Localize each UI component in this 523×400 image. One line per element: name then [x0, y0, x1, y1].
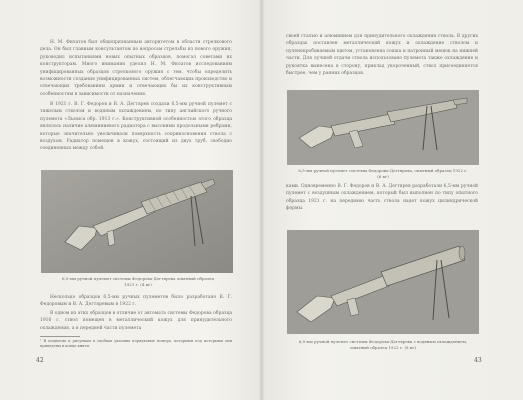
- right-paragraph-1: своей сталью и алюминием для принудительного охлаждения ствола. В других образцах поставлен металлический кожух и охлаждение стволом и пуленепробиваемым щитом, установлена сошка и патронный мешок на нижней части. Для лучшей отдачи ствола использовано пулемета также охлаждение и рукоятка вынесена в сторону, приклад укороченный, ствол присоединяется быстрее, чем у ранних образцов.: [286, 34, 478, 77]
- right-paragraph-2: ками. Одновременно В. Г. Федоров и В. А. Дегтярев разработали 6,5-мм ручной пулемет с воздушным охлаждением, который был выполнен по типу опытного образца 1921 г. на переднюю часть ствола надет кожух цилиндрической формы.: [286, 184, 478, 212]
- right-page: [262, 0, 523, 400]
- left-paragraph-3: Несколько образцов 6,5-мм ручных пулеметов было разработано В. Г. Федоровым и В. А. Дегтяревым в 1922 г.: [40, 295, 232, 308]
- machine-gun-illustration: [41, 170, 233, 273]
- footnote-rule: [40, 336, 80, 337]
- left-page: [0, 0, 261, 400]
- left-paragraph-4: В одном из этих образцов в отличие от автомата системы Федорова образца 1916 г. ствол помещен в металлический кожух для принудительного охлаждения, а в передней части пулемета: [40, 311, 232, 331]
- left-figure-caption: 6,5-мм ручной пулемет системы Федорова-Дегтярева опытный образец 1921 г. (4 кг): [62, 276, 214, 287]
- left-machine-gun-photo: [41, 170, 233, 273]
- right-page-number: 43: [474, 357, 482, 364]
- machine-gun-illustration-water-cooled: [287, 230, 479, 334]
- right-figure-2-caption: 6,5-мм ручной пулемет системы Федорова-Дегтярева с водяным охлаждением, опытный образец 1922 г. (8 кг): [298, 339, 468, 350]
- left-footnote: ¹ В подписях к рисункам в скобках указаны порядковые номера, которыми под которыми они приведены в конце книги.: [40, 339, 232, 349]
- right-bottom-machine-gun-photo: [287, 230, 479, 334]
- left-paragraph-1: Н. М. Филатов был общепризнанным авторитетом в области стрелкового дела. Он был главным консультантом по вопросам стрельбы из нового оружия, руководил испытаниями новых опытных образцов, помогал советами их конструкторам. Много внимания уделял Н. М. Филатов исследованиям унифицированных образцов стрелкового оружия с тем, чтобы определить возможности создания унифицированных систем, облегчающих производство и отвечающих требованиям армии и отвечающих бы их конструктивным особенностям в зависимости от назначения.: [40, 40, 232, 97]
- left-paragraph-2: В 1921 г. В. Г. Федоров и В. А. Дегтярев создали 6,5-мм ручной пулемет с тяжелым стволом и водяным охлаждением, по типу английского ручного пулемета «Льюиса обр. 1913 г.». Конструктивной особенностью этого образца являлось наличие алюминиевого радиатора с высокими продольными ребрами, которые значительно увеличивали поверхность соприкосновения ствола с воздухом. Радиатор помещен в кожух, состоящий из двух труб, свободно соединенных между собой.: [40, 102, 232, 152]
- right-top-machine-gun-photo: [287, 90, 479, 165]
- left-page-number: 42: [36, 357, 44, 364]
- machine-gun-illustration-1922: [287, 90, 479, 165]
- right-figure-1-caption: 6,5-мм ручной пулемет системы Федорова-Дегтярева, опытный образец 1922 г. (6 кг): [298, 168, 468, 179]
